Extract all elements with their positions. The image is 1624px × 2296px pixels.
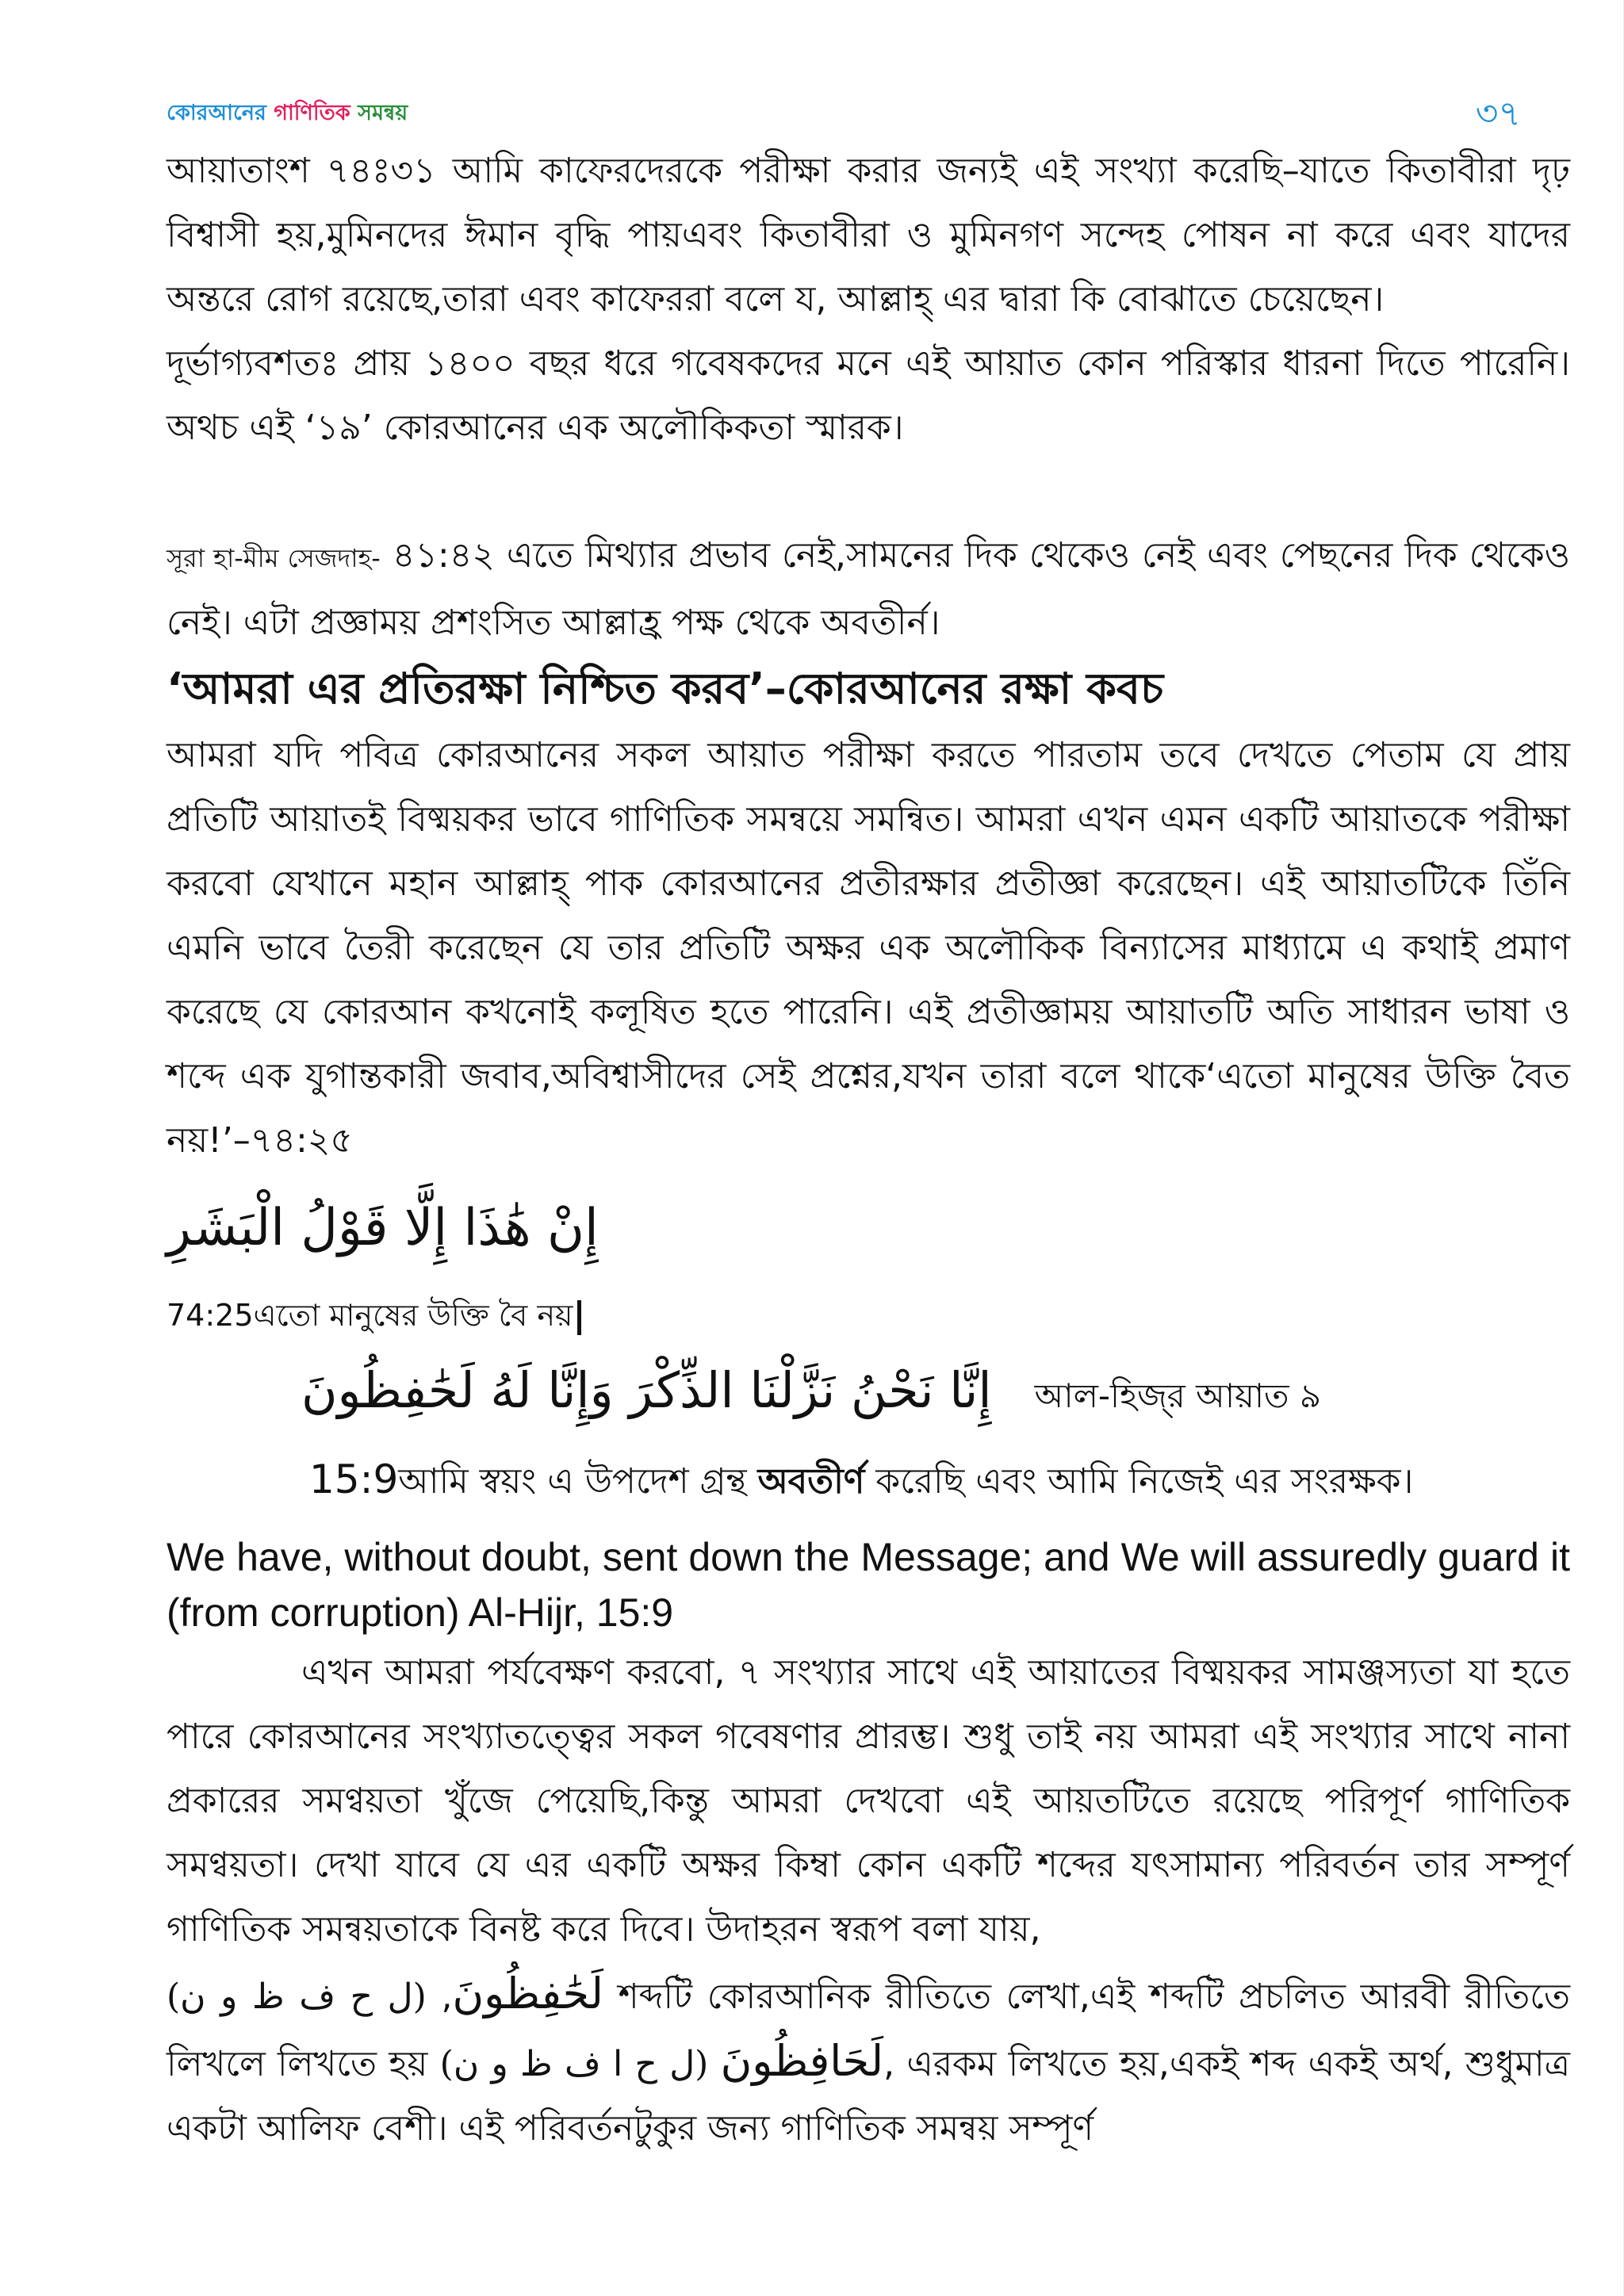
- running-title-part-3: সমন্বয়: [358, 101, 408, 125]
- english-translation: We have, without doubt, sent down the Message; and We will assuredly guard it (from corruption) Al-Hijr, 15:9: [167, 1535, 1570, 1635]
- verse-74-25-translation-text: 74:25এতো মানুষের উক্তি বৈ নয়: [167, 1298, 573, 1333]
- verse-15-9-bold-word: অবতীর্ণ: [757, 1461, 865, 1502]
- verse-15-9-translation: [309, 1440, 1570, 1521]
- paragraph-protection: আমরা যদি পবিত্র কোরআনের সকল আয়াত পরীক্ষা করতে পারতাম তবে দেখতে পেতাম যে প্রায় প্রতিটি আয়াতই বিষ্ময়কর ভাবে গাণিতিক সমন্বয়ে সমন্বিত। আমরা এখন এমন একটি আয়াতকে পরীক্ষা করবো যেখানে মহান আল্লাহ্ পাক কোরআনের প্রতীরক্ষার প্রতীজ্ঞা করেছেন। এই আয়াতটিকে তিঁনি এমনি ভাবে তৈরী করেছেন যে তার প্রতিটি অক্ষর এক অলৌকিক বিন্যাসের মাধ্যামে এ কথাই প্রমাণ করেছে যে কোরআন কখনোই কলূষিত হতে পারেনি। এই প্রতীজ্ঞাময় আয়াতটি অতি সাধারন ভাষা ও শব্দে এক যুগান্তকারী জবাব,অবিশ্বাসীদের সেই প্রশ্নের,যখন তারা বলে থাকে‘এতো মানুষের উক্তি বৈত নয়!’–৭৪:২৫: [167, 735, 1570, 1161]
- word-example-text-a: শব্দটি কোরআনিক রীতিতে লেখা,এই শব্দটি প্রচলিত আরবী রীতিতে লিখলে লিখতে হয়: [167, 1976, 1570, 2084]
- arabic-verse-74-25: [167, 1181, 1570, 1276]
- paragraph-word-example: لَحَٰفِظُونَ, (ل ح ف ظ و ن) শব্দটি কোরআনিক রীতিতে লেখা,এই শব্দটি প্রচলিত আরবী রীতিতে লিখলে লিখতে হয় لَحَافِظُونَ (ل ح ا ف ظ و ن) , এরকম লিখতে হয়,একই শব্দ একই অর্থ, শুধুমাত্র একটা আলিফ বেশী। এই পরিবর্তনটুকুর জন্য গাণিতিক সমন্বয় সম্পূর্ণ: [167, 1969, 1570, 2149]
- arabic-verse-74-25-text: إِنْ هَٰذَا إِلَّا قَوْلُ الْبَشَرِ: [167, 1199, 599, 1257]
- running-title-part-2: গাণিতিক: [274, 101, 358, 125]
- paragraph-unfortunately: দূর্ভাগ্যবশতঃ প্রায় ১৪০০ বছর ধরে গবেষকদের মনে এই আয়াত কোন পরিস্কার ধারনা দিতে পারেনি। অথচ এই ‘১৯’ কোরআনের এক অলৌকিকতা স্মারক।: [167, 343, 1570, 448]
- text-cursor: [577, 1300, 581, 1335]
- running-title: [167, 97, 408, 132]
- paragraph-verse-41-42: [167, 523, 1570, 655]
- verse-15-9-translation-b: করেছি এবং আমি নিজেই এর সংরক্ষক।: [864, 1461, 1414, 1502]
- running-title-part-1: কোরআনের: [167, 101, 274, 125]
- page-body: [167, 139, 1570, 2160]
- paragraph-verse-74-31: আয়াতাংশ ৭৪ঃ৩১ আমি কাফেরদেরকে পরীক্ষা করার জন্যই এই সংখ্যা করেছি–যাতে কিতাবীরা দৃঢ় বিশ্বাসী হয়,মুমিনদের ঈমান বৃদ্ধি পায়এবং কিতাবীরা ও মুমিনগণ সন্দেহ পোষন না করে এবং যাদের অন্তরে রোগ রয়েছে,তারা এবং কাফেররা বলে য, আল্লাহ্ এর দ্বারা কি বোঝাতে চেয়েছেন।: [167, 151, 1570, 320]
- page-number: ৩৭: [1475, 94, 1521, 134]
- verse-74-25-translation: [167, 1284, 1570, 1347]
- section-heading: ‘আমরা এর প্রতিরক্ষা নিশ্চিত করব’–কোরআনের রক্ষা কবচ: [167, 664, 1164, 714]
- page-header: [167, 87, 1537, 135]
- verse-15-9-reference: আল-হিজ্‌র আয়াত ৯: [1034, 1376, 1322, 1415]
- verse-41-42-text: ৪১:৪২ এতে মিথ্যার প্রভাব নেই,সামনের দিক থেকেও নেই এবং পেছনের দিক থেকেও নেই। এটা প্রজ্ঞাময় প্রশংসিত আল্লাহ্র পক্ষ থেকে অবতীর্ন।: [167, 535, 1570, 643]
- verse-15-9-number: 15:9: [309, 1456, 399, 1502]
- surah-name-small: সূরা হা-মীম সেজদাহ-: [167, 543, 381, 573]
- arabic-word-quranic: لَحَٰفِظُونَ: [452, 1969, 603, 2019]
- arabic-verse-15-9: إِنَّا نَحْنُ نَزَّلْنَا الذِّكْرَ وَإِنَّا لَهُ لَحَٰفِظُونَ: [301, 1361, 992, 1419]
- word-example-text-b: , এরকম লিখতে হয়,একই শব্দ একই অর্থ, শুধুমাত্র একটা আলিফ বেশী। এই পরিবর্তনটুকুর জন্য গাণিতিক সমন্বয় সম্পূর্ণ: [167, 2044, 1570, 2149]
- arabic-letters-standard: (ل ح ا ف ظ و ن): [439, 2044, 709, 2084]
- verse-15-9-row: [301, 1347, 1570, 1440]
- arabic-letters-quranic: (ل ح ف ظ و ن): [167, 1976, 427, 2017]
- verse-15-9-translation-a: আমি স্বয়ং এ উপদেশ গ্রন্থ: [398, 1461, 758, 1502]
- paragraph-seven-pattern: এখন আমরা পর্যবেক্ষণ করবো, ৭ সংখ্যার সাথে এই আয়াতের বিষ্ময়কর সামঞ্জস্যতা যা হতে পারে কোরআনের সংখ্যাতত্ত্বের সকল গবেষণার প্রারম্ভ। শুধু তাই নয় আমরা এই সংখ্যার সাথে নানা প্রকারের সমণ্বয়তা খুঁজে পেয়েছি,কিন্তু আমরা দেখবো এই আয়তটিতে রয়েছে পরিপূর্ণ গাণিতিক সমণ্বয়তা। দেখা যাবে যে এর একটি অক্ষর কিম্বা কোন একটি শব্দের যৎসামান্য পরিবর্তন তার সম্পূর্ণ গাণিতিক সমন্বয়তাকে বিনষ্ট করে দিবে। উদাহরন স্বরূপ বলা যায়,: [167, 1652, 1570, 1950]
- arabic-word-standard: لَحَافِظُونَ: [720, 2036, 884, 2086]
- spacer: [167, 460, 1570, 523]
